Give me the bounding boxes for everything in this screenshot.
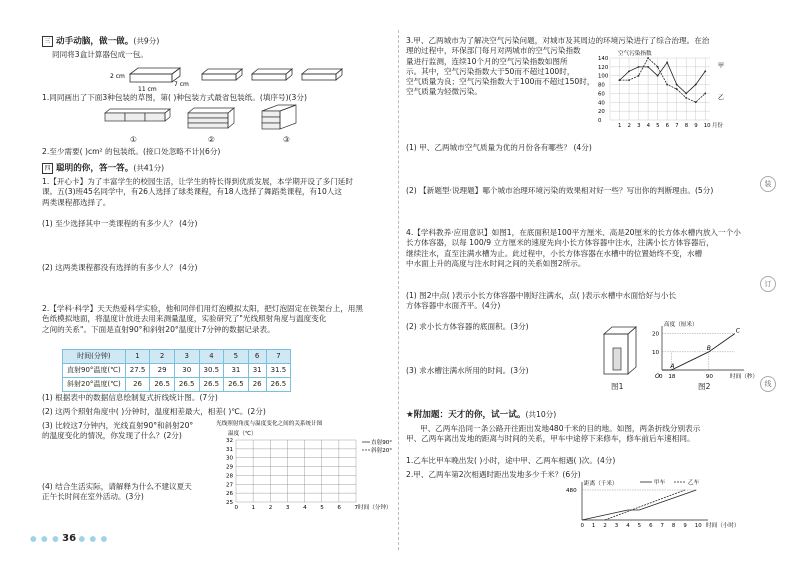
text-line: 空气质量为轻微污染。 (406, 87, 482, 97)
text-line: 2.【学科·科学】天天热爱科学实验，他和同伴们用灯泡模拟太阳，把灯泡固定在铁架台上，用黑 (42, 304, 363, 313)
table-row (63, 378, 291, 392)
problem-1-q2: (2) 这两类课程都没有选择的有多少人？ (4分) (42, 263, 198, 272)
table-cell: 26.5 (199, 378, 224, 392)
table-cell: 30 (174, 364, 199, 378)
x-tick-label: 10 (703, 123, 711, 129)
y-tick-label: 20 (652, 331, 660, 338)
binding-mark: 装 (760, 176, 776, 192)
figure-2-water-chart (648, 320, 758, 384)
air-pollution-chart (590, 48, 740, 134)
x-tick-label: 7 (354, 505, 359, 511)
problem-4-q2: (2) 求小长方体容器的底面积。(3分) (406, 322, 529, 331)
bonus-score: (共10分) (525, 410, 557, 419)
table-header-row (63, 350, 291, 364)
text-line: 两类课程都选择了。 (42, 197, 111, 207)
text-line: 甲、乙两车离出发地的距离与时间的关系，甲车中途停下来修车，修车前后车速相同。 (406, 434, 695, 444)
legend-label: 直射90° (371, 440, 393, 446)
point-label: C (735, 327, 741, 335)
series-line-乙 (620, 58, 706, 102)
binding-mark: 线 (760, 376, 776, 392)
problem-4-text (406, 228, 751, 269)
point-label: A (670, 363, 675, 370)
flat-box (252, 69, 292, 80)
data-point (638, 75, 640, 77)
text-line: 空气质量为良；空气污染指数大于100而不超过150时， (406, 77, 595, 86)
chart-title: 空气污染指数 (618, 51, 652, 57)
problem-4-q1 (406, 291, 751, 312)
data-point (676, 88, 678, 90)
x-tick-label: 5 (637, 523, 642, 529)
table-cell: 27.5 (125, 364, 150, 378)
y-tick-label: 28 (226, 473, 234, 480)
y-tick-label: 20 (598, 109, 605, 116)
bonus-q2: 2.甲、乙两车第2次相遇时距出发地多少千米？(6分) (406, 470, 581, 479)
legend-label: 甲 (718, 62, 725, 70)
x-tick-label: 4 (646, 123, 651, 129)
flat-box (202, 69, 242, 80)
figure-1-label: 图1 (611, 382, 624, 391)
x-tick-label: 5 (656, 123, 660, 129)
y-tick-label: 27 (226, 482, 234, 489)
table-cell: 4 (199, 350, 224, 364)
x-tick-label: 2 (603, 523, 607, 529)
option-label-3: ③ (283, 135, 290, 144)
data-point (619, 79, 621, 81)
y-tick-label: 60 (598, 91, 605, 98)
data-point (628, 70, 630, 72)
y-tick-label: 120 (598, 64, 609, 71)
option-label-2: ② (208, 135, 215, 144)
text-line: 1.【开心卡】为了丰富学生的校园生活，让学生的特长得到优质发展，本学期开设了多门延时 (42, 177, 353, 186)
data-point (628, 79, 630, 81)
table-cell: 30.5 (199, 364, 224, 378)
x-tick-label: 5 (320, 505, 324, 511)
x-tick-label: 8 (684, 123, 689, 129)
x-tick-label: 10 (694, 523, 702, 529)
problem-2-text (42, 304, 392, 335)
section-number: 四 (42, 163, 53, 174)
text-line: 的温度变化的情况，你发现了什么？(2分) (42, 431, 182, 441)
text-line: 继续注水，直至注满水槽为止。此过程中，小长方体容器在水槽中的位置始终不变，水槽 (406, 248, 703, 258)
data-point (704, 70, 706, 72)
x-tick-label: 0 (659, 374, 663, 380)
text-line: 示。其中，空气污染指数大于50而不超过100时， (406, 66, 575, 76)
y-axis-label: 距离（千米） (584, 481, 618, 487)
text-line: 之间的关系"。下面是直射90°和斜射20°温度计7分钟的数据记录表。 (42, 324, 275, 334)
temperature-table (62, 349, 291, 392)
legend-label: 斜射20° (371, 448, 393, 454)
y-tick-label: 32 (226, 438, 234, 444)
x-tick-label: 3 (637, 123, 641, 129)
x-tick-label: 4 (303, 505, 307, 511)
data-point (666, 62, 668, 64)
x-tick-label: 7 (660, 523, 664, 529)
problem-3-q1: (1) 甲、乙两城市空气质量为优的月份各有哪些？ (4分) (406, 143, 592, 152)
x-axis-label: 时间（小时） (706, 523, 740, 529)
data-point (647, 66, 649, 68)
problem-1-text (42, 177, 392, 208)
table-cell: 26.5 (224, 378, 249, 392)
x-tick-label: 8 (671, 523, 676, 529)
y-tick-label: 480 (566, 488, 577, 494)
text-line: 理的过程中，环保部门每月对两城市的空气污染指数 (406, 46, 581, 56)
data-point (638, 66, 640, 68)
y-tick-label: 29 (226, 464, 234, 471)
text-line: 正午长时间在室外活动。(3分) (42, 492, 144, 502)
y-axis-label: 温度（℃） (228, 431, 257, 437)
section-title: 动手动脑，做一做。 (56, 36, 134, 47)
data-point (657, 75, 659, 77)
legend-label: 乙车 (688, 480, 700, 486)
x-axis-label: 月份 (712, 123, 723, 129)
flat-box (302, 69, 342, 80)
x-tick-label: 7 (675, 123, 679, 129)
option-3-sketch (262, 105, 296, 129)
data-point (676, 84, 678, 86)
data-point (685, 97, 687, 99)
box-front (130, 74, 172, 82)
table-cell: 26 (125, 378, 150, 392)
problem-3-q2: (2) 【新题型·说理题】哪个城市治理环境污染的效果相对好一些？写出你的判断理由。(5分) (406, 186, 714, 195)
option-2-sketch (188, 108, 234, 128)
x-tick-label: 6 (649, 523, 653, 529)
y-tick-label: 40 (598, 100, 605, 107)
chart-title: 光线照射角度与温度变化之间的关系统计图 (216, 421, 323, 427)
problem-2-q4 (42, 482, 212, 503)
section-3-header (42, 36, 159, 48)
section-4-header (42, 163, 164, 175)
table-cell: 6 (248, 350, 266, 364)
data-point (695, 101, 697, 103)
text-line: 长方体容器，以每 100/9 立方厘米的速度先向小长方体容器中注水，注满小长方体容器后， (406, 238, 714, 248)
y-tick-label: 30 (226, 455, 234, 462)
x-axis-label: 时间（分钟） (358, 505, 392, 511)
data-point (704, 93, 706, 95)
x-tick-label: 6 (665, 123, 670, 129)
x-tick-label: 0 (580, 523, 584, 529)
data-point (695, 84, 697, 86)
y-tick-label: 26 (226, 491, 234, 498)
x-tick-label: 2 (268, 505, 273, 511)
legend-label: 乙 (718, 94, 725, 102)
problem-2-q1: (1) 根据表中的数据信息绘制复式折线统计图。(7分) (42, 393, 218, 402)
section-3-intro: 同同将3盒计算器包成一包。 (52, 50, 148, 59)
table-cell: 26 (248, 378, 266, 392)
y-tick-label: 0 (598, 118, 602, 124)
problem-2-q3 (42, 421, 212, 442)
table-cell: 3 (174, 350, 199, 364)
y-tick-label: 25 (226, 500, 234, 506)
footer-dots: ● ● ● (78, 534, 109, 543)
x-tick-label: 90 (705, 374, 713, 380)
question-3-2: 2.至少需要( )cm² 的包装纸。(接口处忽略不计)(6分) (42, 147, 221, 156)
box-length-label: 11 cm (138, 86, 157, 93)
table-cell: 斜射20°温度(℃) (63, 378, 126, 392)
problem-1-q1: (1) 至少选择其中一类课程的有多少人？ (4分) (42, 219, 198, 228)
bonus-q1: 1.乙车比甲车晚出发( )小时，途中甲、乙两车相遇( )次。(4分) (406, 456, 616, 465)
y-tick-label: 31 (226, 446, 234, 453)
x-tick-label: 1 (591, 523, 596, 529)
x-tick-label: 1 (251, 505, 256, 511)
text-line: 色纸模拟地面，将温度计放进去用来测量温度，实验研究了"光线照射角度与温度变化 (42, 314, 327, 324)
problem-4-q3: (3) 求水槽注满水所用的时间。(3分) (406, 366, 529, 375)
data-point (685, 93, 687, 95)
text-line: 方体容器中水面齐平。(4分) (406, 301, 501, 311)
bonus-header (406, 410, 556, 422)
table-cell: 7 (266, 350, 291, 364)
x-tick-label: 4 (626, 523, 630, 529)
column-divider (398, 30, 399, 550)
x-tick-label: 18 (668, 374, 676, 380)
bonus-text (406, 424, 751, 445)
y-axis-label: 高度（厘米） (664, 322, 698, 328)
point-label: O (655, 373, 660, 380)
series-line-甲 (620, 62, 706, 93)
three-boxes-sketch (200, 66, 350, 86)
data-point (647, 57, 649, 59)
section-score: (共9分) (133, 36, 160, 46)
table-row (63, 364, 291, 378)
packaging-options (100, 105, 310, 135)
y-tick-label: 140 (598, 56, 609, 62)
x-tick-label: 2 (627, 123, 631, 129)
table-cell: 直射90°温度(℃) (63, 364, 126, 378)
text-line: 课。五(3)班45名同学中，有26人选择了球类课程，有18人选择了舞蹈类课程，有10人这 (42, 187, 342, 197)
option-1-sketch (105, 109, 170, 121)
box-height-label: 2 cm (110, 73, 125, 80)
x-tick-label: 9 (683, 523, 687, 529)
page-footer (30, 532, 108, 546)
text-line: 3.甲、乙两城市为了解决空气污染问题，对城市及其周边的环境污染进行了综合治理。在治 (406, 36, 710, 45)
table-cell: 2 (150, 350, 175, 364)
x-tick-label: 9 (694, 123, 698, 129)
text-line: 4.【学科教养·应用意识】如图1，在底面积是100平方厘米、高是20厘米的长方体水槽内放入一个小 (406, 228, 741, 237)
y-tick-label: 80 (598, 82, 605, 89)
text-line: (3) 比较这7分钟内，光线直射90°和斜射20° (42, 421, 194, 430)
question-3-1: 1.同同画出了下面3种包装的草图，第( )种包装方式最省包装纸。(填序号)(3分) (42, 93, 307, 102)
box-top (130, 68, 180, 74)
table-cell: 26.5 (174, 378, 199, 392)
x-tick-label: 3 (285, 505, 290, 511)
temperature-chart (210, 418, 396, 520)
text-line: 甲、乙两车沿同一条公路开往距出发地480千米的目的地。如图，两条折线分别表示 (420, 424, 701, 433)
small-container (613, 348, 621, 370)
table-cell: 26.5 (150, 378, 175, 392)
box-width-label: 7 cm (174, 81, 189, 88)
table-cell: 31 (248, 364, 266, 378)
text-line: (1) 图2中点( )表示小长方体容器中刚好注满水，点( )表示水槽中水面恰好与小长 (406, 291, 677, 300)
x-tick-label: 0 (234, 505, 239, 511)
page-number: 36 (62, 533, 77, 544)
data-point (666, 84, 668, 86)
series-line-乙车 (605, 490, 685, 520)
table-cell: 26.5 (266, 378, 291, 392)
table-cell: 5 (224, 350, 249, 364)
box-side (172, 68, 180, 82)
option-label-1: ① (130, 135, 137, 144)
table-cell: 31.5 (266, 364, 291, 378)
binding-mark: 订 (760, 276, 776, 292)
x-tick-label: 1 (618, 123, 622, 129)
x-tick-label: 6 (337, 505, 341, 511)
bonus-title: ★附加题：天才的你，试一试。 (406, 410, 526, 420)
distance-chart (560, 476, 760, 534)
section-score: (共41分) (133, 163, 165, 173)
series-line-甲车 (582, 490, 696, 520)
x-tick-label: 3 (614, 523, 619, 529)
table-cell: 1 (125, 350, 150, 364)
figure-2-label: 图2 (698, 382, 711, 391)
point-label: B (706, 344, 711, 352)
legend-label: 甲车 (654, 480, 666, 486)
x-axis-label: 时间（秒） (730, 374, 758, 380)
text-line: 量进行监测，连续10个月的空气污染指数如图所 (406, 56, 568, 66)
data-point (657, 66, 659, 68)
figure-1-tank (600, 324, 640, 380)
table-cell: 31 (224, 364, 249, 378)
section-title: 聪明的你，答一答。 (56, 163, 134, 174)
table-cell: 29 (150, 364, 175, 378)
text-line: (4) 结合生活实际，请解释为什么不建议夏天 (42, 482, 192, 491)
box-sketch (110, 62, 190, 96)
problem-2-q2: (2) 这两个照射角度中( )分钟时，温度相差最大，相差( )℃。(2分) (42, 407, 266, 416)
y-tick-label: 10 (652, 349, 660, 356)
section-number: 三 (42, 36, 53, 47)
footer-dots: ● ● ● (30, 534, 60, 543)
table-cell: 时间(分钟) (63, 350, 126, 364)
y-tick-label: 100 (598, 73, 609, 80)
text-line: 中水面上升的高度与注水时间之间的关系如图2所示。 (406, 258, 586, 268)
